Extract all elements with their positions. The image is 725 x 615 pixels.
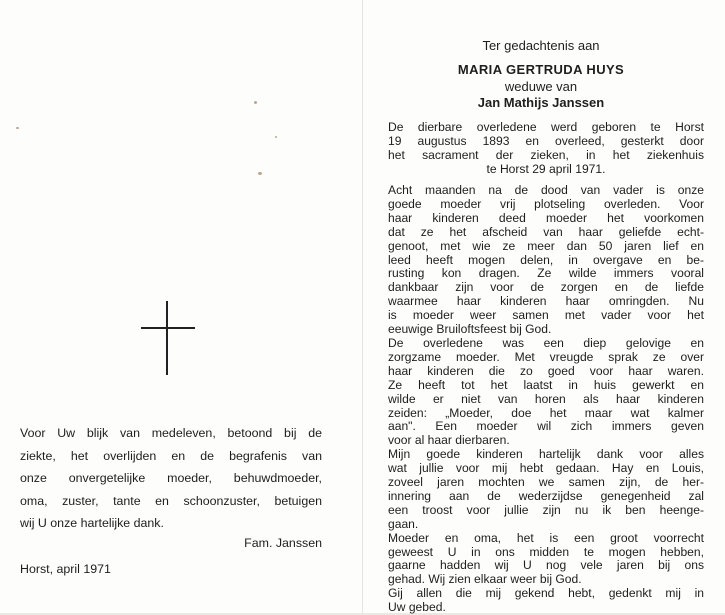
text-line: Uw gebed. xyxy=(388,600,446,615)
left-page xyxy=(0,0,362,613)
text-line: zorgzame moeder. Met vreugde sprak ze over xyxy=(388,349,704,364)
text-line: haar kinderen deed moeder het voorkomen xyxy=(388,210,704,225)
text-line: gaarne hadden wij U nog vele jaren bij ons xyxy=(388,558,704,573)
text-line: De overledene was een diep gelovige en xyxy=(388,335,704,350)
right-page xyxy=(378,0,708,613)
text-line: zoveel jaren mochten we samen zijn, de her- xyxy=(388,475,704,490)
text-line: waarmee haar kinderen haar omringden. Nu xyxy=(388,294,704,309)
thanks-line: wij U onze hartelijke dank. xyxy=(20,516,164,530)
text-line: innering aan de wederzijdse genegenheid zal xyxy=(388,488,704,503)
text-line: leed heeft mogen delen, in overgave en be- xyxy=(388,252,704,267)
text-line: geweest U in ons midden te mogen hebben, xyxy=(388,544,704,559)
text-line: gehad. Wij zien elkaar weer bij God. xyxy=(388,572,582,587)
text-line: is moeder weer samen met vader voor het xyxy=(388,308,704,323)
birth-line: 19 augustus 1893 en overleed, gesterkt door xyxy=(388,133,704,148)
birth-line: het sacrament der zieken, in het ziekenhuis xyxy=(388,147,704,162)
text-line: genoot, met wie ze meer dan 50 jaren lief en xyxy=(388,238,704,253)
text-line: Ze heeft tot het laatst in huis gewerkt en xyxy=(388,377,704,392)
text-line: zeiden: „Moeder, doe het maar wat kalmer xyxy=(388,405,704,420)
text-line: voor al haar dierbaren. xyxy=(388,433,510,448)
place-date: Horst, april 1971 xyxy=(20,562,111,576)
thanks-line: onze onvergetelijke moeder, behuwdmoeder, xyxy=(20,471,322,485)
thanks-line: oma, zuster, tante en schoonzuster, betuigen xyxy=(20,493,322,508)
text-line: Gij allen die mij gekend hebt, gedenkt mij in xyxy=(388,586,704,601)
in-memory-heading: Ter gedachtenis aan xyxy=(482,38,600,53)
widow-of-label: weduwe van xyxy=(504,79,578,94)
birth-line: te Horst 29 april 1971. xyxy=(486,161,606,176)
paper-speck xyxy=(254,101,257,104)
thanks-line: Voor Uw blijk van medeleven, betoond bij de xyxy=(20,426,322,440)
text-line: dankbaar zijn voor de zorgen en de liefde xyxy=(388,280,704,295)
text-line: rusting kon dragen. Ze wilde immers vooral xyxy=(388,266,704,281)
text-line: wat jullie voor mij hebt gedaan. Hay en Louis, xyxy=(388,461,704,476)
text-line: Mijn goede kinderen hartelijk dank voor alles xyxy=(388,447,704,462)
husband-name: Jan Mathijs Janssen xyxy=(477,95,605,110)
text-line: een troost voor jullie zijn nu ik ben heenge- xyxy=(388,502,704,517)
text-line: haar kinderen die zo goed voor haar waren. xyxy=(388,363,704,378)
text-line: Acht maanden na de dood van vader is onze xyxy=(388,183,704,197)
thanks-line: ziekte, het overlijden en de begrafenis van xyxy=(20,448,322,463)
text-line: Moeder en oma, het is een groot voorrecht xyxy=(388,530,704,545)
paper-speck xyxy=(275,136,277,138)
paper-speck xyxy=(16,127,19,129)
text-line: wilde er niet van horen als haar kinderen xyxy=(388,391,704,406)
birth-paragraph xyxy=(388,121,704,177)
family-signature: Fam. Janssen xyxy=(244,536,322,550)
memorial-text xyxy=(388,184,704,615)
card-fold xyxy=(362,0,363,613)
text-line: goede moeder vrij plotseling overleden. Voor xyxy=(388,196,704,211)
paper-speck xyxy=(258,172,262,175)
deceased-name: MARIA GERTRUDA HUYS xyxy=(457,62,625,77)
text-line: eeuwige Bruiloftsfeest bij God. xyxy=(388,322,552,337)
text-line: aan". Een moeder wil zich immers geven xyxy=(388,419,704,434)
birth-line: De dierbare overledene werd geboren te Horst xyxy=(388,120,704,134)
cross-icon xyxy=(141,301,195,375)
thanks-text xyxy=(20,422,322,535)
text-line: gaan. xyxy=(388,516,419,531)
text-line: dat ze het afscheid van haar geliefde echt- xyxy=(388,224,704,239)
